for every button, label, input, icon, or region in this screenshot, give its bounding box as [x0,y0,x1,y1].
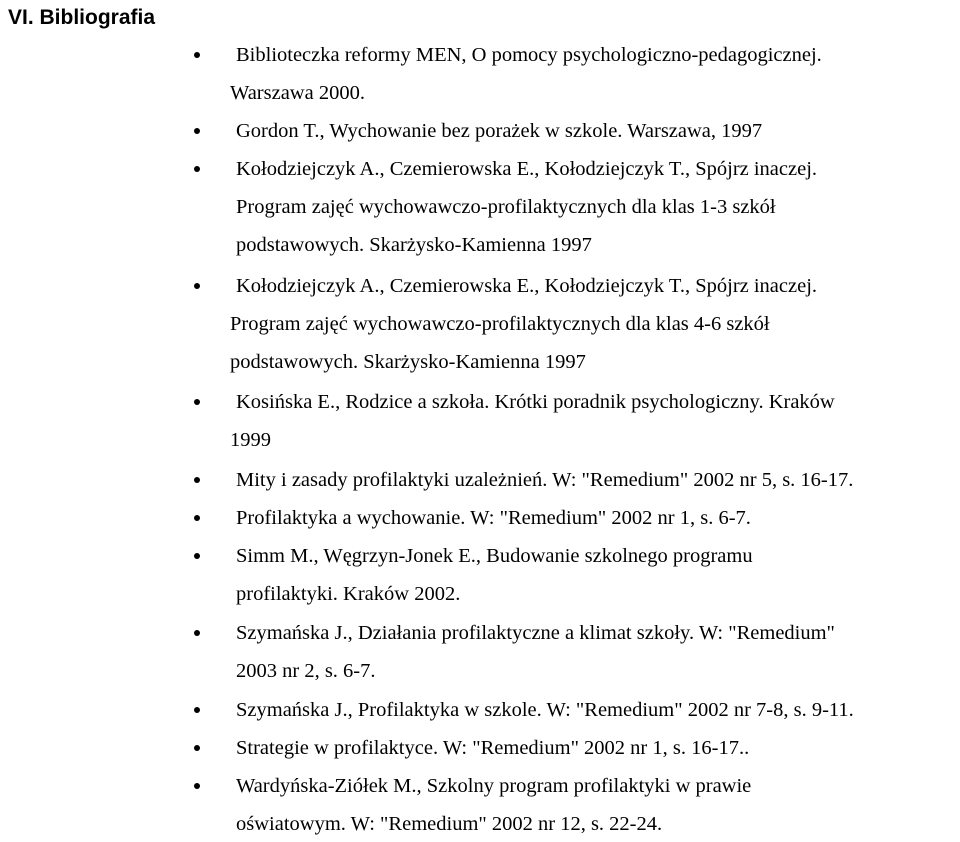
bullet-icon [194,783,200,789]
bullet-icon [194,745,200,751]
entry-line: oświatowym. W: "Remedium" 2002 nr 12, s. 22-24. [236,813,663,835]
bullet-icon [194,128,200,134]
bullet-icon [194,399,200,405]
entry-line: 2003 nr 2, s. 6-7. [236,660,376,682]
bullet-icon [194,553,200,559]
entry-line: profilaktyki. Kraków 2002. [236,583,461,605]
bullet-icon [194,166,200,172]
entry-line: Biblioteczka reformy MEN, O pomocy psychologiczno-pedagogicznej. [236,44,822,66]
entry-line: Program zajęć wychowawczo-profilaktycznych dla klas 4-6 szkół [230,313,770,335]
entry-line: Kołodziejczyk A., Czemierowska E., Kołodziejczyk T., Spójrz inaczej. [236,275,818,297]
entry-line: podstawowych. Skarżysko-Kamienna 1997 [236,234,592,256]
entry-line: Gordon T., Wychowanie bez porażek w szkole. Warszawa, 1997 [236,120,763,142]
bullet-icon [194,283,200,289]
bullet-icon [194,515,200,521]
entry-line: Kosińska E., Rodzice a szkoła. Krótki poradnik psychologiczny. Kraków [236,391,835,413]
entry-line: Kołodziejczyk A., Czemierowska E., Kołodziejczyk T., Spójrz inaczej. [236,158,818,180]
section-heading: VI. Bibliografia [8,6,156,29]
entry-line: 1999 [230,429,271,451]
bullet-icon [194,707,200,713]
bullet-icon [194,630,200,636]
entry-line: Profilaktyka a wychowanie. W: "Remedium" 2002 nr 1, s. 6-7. [236,507,751,529]
entry-line: Wardyńska-Ziółek M., Szkolny program profilaktyki w prawie [236,775,752,797]
entry-line: Mity i zasady profilaktyki uzależnień. W: "Remedium" 2002 nr 5, s. 16-17. [236,469,854,491]
entry-line: Warszawa 2000. [230,82,365,104]
entry-line: Strategie w profilaktyce. W: "Remedium" 2002 nr 1, s. 16-17.. [236,737,750,759]
entry-line: Szymańska J., Profilaktyka w szkole. W: "Remedium" 2002 nr 7-8, s. 9-11. [236,699,854,721]
bullet-icon [194,477,200,483]
entry-line: podstawowych. Skarżysko-Kamienna 1997 [230,351,586,373]
entry-line: Szymańska J., Działania profilaktyczne a klimat szkoły. W: "Remedium" [236,622,835,644]
entry-line: Simm M., Węgrzyn-Jonek E., Budowanie szkolnego programu [236,545,753,567]
bullet-icon [194,52,200,58]
entry-line: Program zajęć wychowawczo-profilaktycznych dla klas 1-3 szkół [236,196,776,218]
